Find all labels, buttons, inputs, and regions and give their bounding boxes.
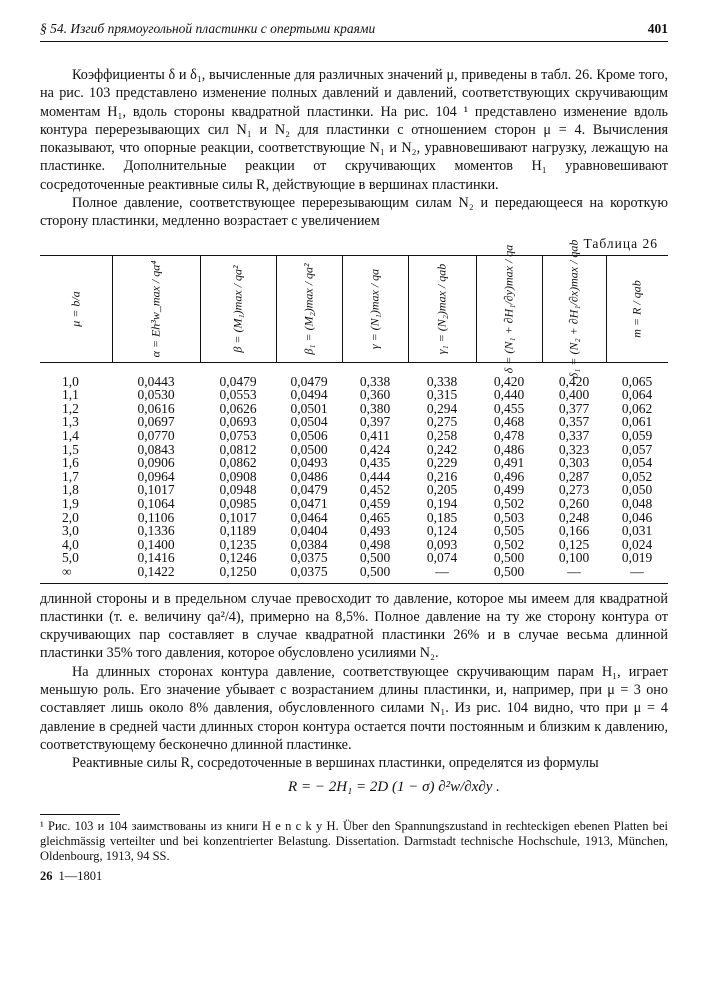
value-cell: 0,337	[558, 428, 590, 444]
table-row	[40, 551, 668, 565]
running-header	[40, 20, 668, 38]
value-cell: 0,0530	[137, 387, 175, 403]
value-cell: 0,294	[426, 400, 458, 416]
value-cell: 0,125	[558, 536, 590, 552]
value-cell: 0,502	[493, 536, 525, 552]
value-cell: 0,435	[359, 455, 391, 471]
value-cell: 0,411	[360, 428, 390, 444]
value-cell: 0,1064	[137, 496, 175, 512]
value-cell: 0,061	[621, 414, 653, 430]
mu-cell: 1,9	[62, 496, 79, 512]
value-cell: 0,166	[558, 523, 590, 539]
value-cell: 0,452	[359, 482, 391, 498]
value-cell: 0,303	[558, 455, 590, 471]
table-row	[40, 443, 668, 457]
value-cell: 0,455	[493, 400, 525, 416]
value-cell: 0,0494	[290, 387, 328, 403]
value-cell: 0,093	[426, 536, 458, 552]
mu-cell: 1,0	[62, 373, 79, 389]
value-cell: 0,0471	[290, 496, 328, 512]
column-header: γ₁ = (N₂)max / qab	[408, 255, 476, 362]
column-header: β₁ = (M₂)max / qa²	[276, 255, 342, 362]
value-cell: 0,0375	[290, 550, 328, 566]
mu-cell: 2,0	[62, 509, 79, 525]
value-cell: 0,0506	[290, 428, 328, 444]
mu-cell: 4,0	[62, 536, 79, 552]
table-row	[40, 402, 668, 416]
value-cell: 0,050	[621, 482, 653, 498]
value-cell: 0,0493	[290, 455, 328, 471]
value-cell: 0,503	[493, 509, 525, 525]
mu-cell: ∞	[62, 563, 72, 579]
table-row	[40, 538, 668, 552]
value-cell: 0,273	[558, 482, 590, 498]
value-cell: 0,242	[426, 441, 458, 457]
table-row	[40, 524, 668, 538]
column-header: δ₁ = (N₂ + ∂H₁/∂x)max / qab	[542, 255, 606, 362]
value-cell: 0,287	[558, 468, 590, 484]
value-cell: 0,0553	[219, 387, 257, 403]
table-row	[40, 415, 668, 429]
printer-signature	[40, 869, 668, 884]
page	[40, 20, 668, 884]
value-cell: 0,057	[621, 441, 653, 457]
paragraph: Полное давление, соответствующее перерезывающим силам N₂ и передающееся на короткую сторону пластинки, медленно возрастает с увеличением	[40, 195, 668, 230]
value-cell: 0,486	[493, 441, 525, 457]
table-body	[40, 362, 668, 582]
value-cell: 0,0500	[290, 441, 328, 457]
value-cell: 0,420	[493, 373, 525, 389]
value-cell: 0,074	[426, 550, 458, 566]
value-cell: 0,052	[621, 468, 653, 484]
column-header: δ = (N₁ + ∂H₁/∂y)max / qa	[476, 255, 542, 362]
value-cell: 0,1250	[219, 563, 257, 579]
value-cell: 0,0770	[137, 428, 175, 444]
column-header: α = Eh³w_max / qa⁴	[112, 255, 200, 362]
value-cell: 0,420	[558, 373, 590, 389]
value-cell: 0,0464	[290, 509, 328, 525]
value-cell: 0,0908	[219, 468, 257, 484]
value-cell: 0,397	[359, 414, 391, 430]
value-cell: 0,499	[493, 482, 525, 498]
value-cell: 0,0384	[290, 536, 328, 552]
column-header: m = R / qab	[606, 255, 668, 362]
table-row	[40, 565, 668, 583]
mu-cell: 1,8	[62, 482, 79, 498]
value-cell: 0,1400	[137, 536, 175, 552]
value-cell: 0,0964	[137, 468, 175, 484]
table-row	[40, 429, 668, 443]
value-cell: 0,065	[621, 373, 653, 389]
value-cell: 0,064	[621, 387, 653, 403]
mu-cell: 1,6	[62, 455, 79, 471]
value-cell: 0,493	[359, 523, 391, 539]
table-row	[40, 456, 668, 470]
value-cell: 0,0443	[137, 373, 175, 389]
value-cell: 0,377	[558, 400, 590, 416]
table-caption: Таблица 26	[583, 235, 658, 251]
value-cell: 0,0843	[137, 441, 175, 457]
header-rule	[40, 41, 668, 42]
value-cell: 0,424	[359, 441, 391, 457]
value-cell: 0,275	[426, 414, 458, 430]
mu-cell: 1,5	[62, 441, 79, 457]
paragraph: длинной стороны и в предельном случае превосходит то давление, которое мы имеем для квадратной пластинки (т. е. величину qa²/4), примерно на 8,5%. Полное давление на ту же сторону контура от скручивающих пар составляет в случае квадратной пластинки 26% и в случае весьма длинной пластинки 35% того давления, которое обусловлено усилиями N₂.	[40, 590, 668, 662]
value-cell: 0,1017	[137, 482, 175, 498]
footnote: ¹ Рис. 103 и 104 заимствованы из книги H e n c k y H. Über den Spannungszustand in rechteckigen ebenen Platten bei gleichmässig verteilter und bei konzentrierter Belastung. Dissertation. Darmstadt technische Hochschule, 1913, München, Oldenbourg, 1913, 94 SS.	[40, 818, 668, 863]
table-row	[40, 470, 668, 484]
table-row	[40, 511, 668, 525]
mu-cell: 3,0	[62, 523, 79, 539]
value-cell: 0,059	[621, 428, 653, 444]
value-cell: 0,260	[558, 496, 590, 512]
value-cell: 0,0375	[290, 563, 328, 579]
value-cell: 0,048	[621, 496, 653, 512]
value-cell: 0,323	[558, 441, 590, 457]
mu-cell: 1,1	[62, 387, 79, 403]
value-cell: 0,0486	[290, 468, 328, 484]
value-cell: 0,100	[558, 550, 590, 566]
paragraph: На длинных сторонах контура давление, соответствующее скручивающим парам H₁, играет меньшую роль. Его значение убывает с возрастанием длины пластинки, и, например, при μ = 3 оно составляет лишь около 8% давления, обусловленного силами N₁. Из рис. 104 видно, что при μ = 4 давление в средней части длинных сторон контура остается почти постоянным и близким к давлению, соответствующему бесконечно длинной пластинке.	[40, 663, 668, 753]
page-number: 401	[647, 21, 668, 36]
value-cell: 0,1106	[137, 509, 175, 525]
table-row	[40, 388, 668, 402]
value-cell: 0,459	[359, 496, 391, 512]
print-code: 1—1801	[58, 868, 103, 883]
column-header: β = (M₁)max / qa²	[200, 255, 276, 362]
value-cell: 0,1416	[137, 550, 175, 566]
value-cell: 0,024	[621, 536, 653, 552]
value-cell: 0,360	[359, 387, 391, 403]
value-cell: 0,229	[426, 455, 458, 471]
value-cell: 0,205	[426, 482, 458, 498]
value-cell: 0,0479	[290, 373, 328, 389]
formula: R = − 2H₁ = 2D (1 − σ) ∂²w/∂x∂y .	[288, 778, 500, 795]
value-cell: 0,0862	[219, 455, 257, 471]
value-cell: 0,465	[359, 509, 391, 525]
value-cell: 0,338	[426, 373, 458, 389]
table-bottom-rule	[40, 583, 668, 584]
mu-cell: 1,7	[62, 468, 79, 484]
value-cell: 0,0948	[219, 482, 257, 498]
value-cell: 0,046	[621, 509, 653, 525]
value-cell: 0,0616	[137, 400, 175, 416]
value-cell: 0,380	[359, 400, 391, 416]
value-cell: 0,1235	[219, 536, 257, 552]
value-cell: 0,500	[359, 563, 391, 579]
value-cell: 0,031	[621, 523, 653, 539]
mu-cell: 1,3	[62, 414, 79, 430]
value-cell: 0,357	[558, 414, 590, 430]
value-cell: 0,315	[426, 387, 458, 403]
value-cell: 0,0906	[137, 455, 175, 471]
value-cell: —	[567, 563, 581, 579]
value-cell: 0,0501	[290, 400, 328, 416]
value-cell: 0,496	[493, 468, 525, 484]
mu-cell: 5,0	[62, 550, 79, 566]
value-cell: 0,0693	[219, 414, 257, 430]
value-cell: 0,0479	[219, 373, 257, 389]
value-cell: 0,505	[493, 523, 525, 539]
value-cell: —	[630, 563, 644, 579]
value-cell: 0,1017	[219, 509, 257, 525]
value-cell: 0,1246	[219, 550, 257, 566]
value-cell: 0,0812	[219, 441, 257, 457]
mu-cell: 1,4	[62, 428, 79, 444]
value-cell: 0,0626	[219, 400, 257, 416]
section-title: § 54. Изгиб прямоугольной пластинки с опертыми краями	[40, 21, 376, 36]
value-cell: 0,216	[426, 468, 458, 484]
value-cell: 0,1422	[137, 563, 175, 579]
value-cell: —	[435, 563, 449, 579]
value-cell: 0,478	[493, 428, 525, 444]
value-cell: 0,468	[493, 414, 525, 430]
value-cell: 0,500	[359, 550, 391, 566]
value-cell: 0,400	[558, 387, 590, 403]
value-cell: 0,0404	[290, 523, 328, 539]
value-cell: 0,0479	[290, 482, 328, 498]
value-cell: 0,062	[621, 400, 653, 416]
value-cell: 0,054	[621, 455, 653, 471]
sheet-number: 26	[40, 868, 53, 883]
footnote-rule	[40, 814, 120, 815]
value-cell: 0,444	[359, 468, 391, 484]
value-cell: 0,124	[426, 523, 458, 539]
value-cell: 0,0697	[137, 414, 175, 430]
value-cell: 0,0504	[290, 414, 328, 430]
value-cell: 0,498	[359, 536, 391, 552]
value-cell: 0,338	[359, 373, 391, 389]
value-cell: 0,491	[493, 455, 525, 471]
value-cell: 0,185	[426, 509, 458, 525]
paragraph: Реактивные силы R, сосредоточенные в вершинах пластинки, определятся из формулы	[72, 755, 599, 772]
value-cell: 0,500	[493, 550, 525, 566]
value-cell: 0,0753	[219, 428, 257, 444]
value-cell: 0,019	[621, 550, 653, 566]
column-header: μ = b/a	[40, 255, 112, 362]
mu-cell: 1,2	[62, 400, 79, 416]
value-cell: 0,258	[426, 428, 458, 444]
value-cell: 0,440	[493, 387, 525, 403]
value-cell: 0,0985	[219, 496, 257, 512]
value-cell: 0,1189	[219, 523, 257, 539]
value-cell: 0,500	[493, 563, 525, 579]
table-row	[40, 483, 668, 497]
value-cell: 0,1336	[137, 523, 175, 539]
value-cell: 0,194	[426, 496, 458, 512]
value-cell: 0,248	[558, 509, 590, 525]
paragraph: Коэффициенты δ и δ₁, вычисленные для различных значений μ, приведены в табл. 26. Кроме того, на рис. 103 представлено изменение полных давлений и давлений, соответствующих скручивающим моментам H₁, вдоль стороны квадратной пластинки. На рис. 104 ¹ представлено изменение вдоль контура перерезывающих сил N₁ и N₂ для пластинки с отношением сторон μ = 4. Вычисления показывают, что опорные реакции, соответствующие N₁ и N₂, уравновешивают нагрузку, лежащую на пластинке. Дополнительные реакции от скручивающих моментов H₁ уравновешивают сосредоточенные реактивные силы R, действующие в вершинах пластинки.	[40, 67, 668, 193]
table-header-row	[40, 255, 668, 362]
value-cell: 0,502	[493, 496, 525, 512]
column-header: γ = (N₁)max / qa	[342, 255, 408, 362]
table-row	[40, 497, 668, 511]
